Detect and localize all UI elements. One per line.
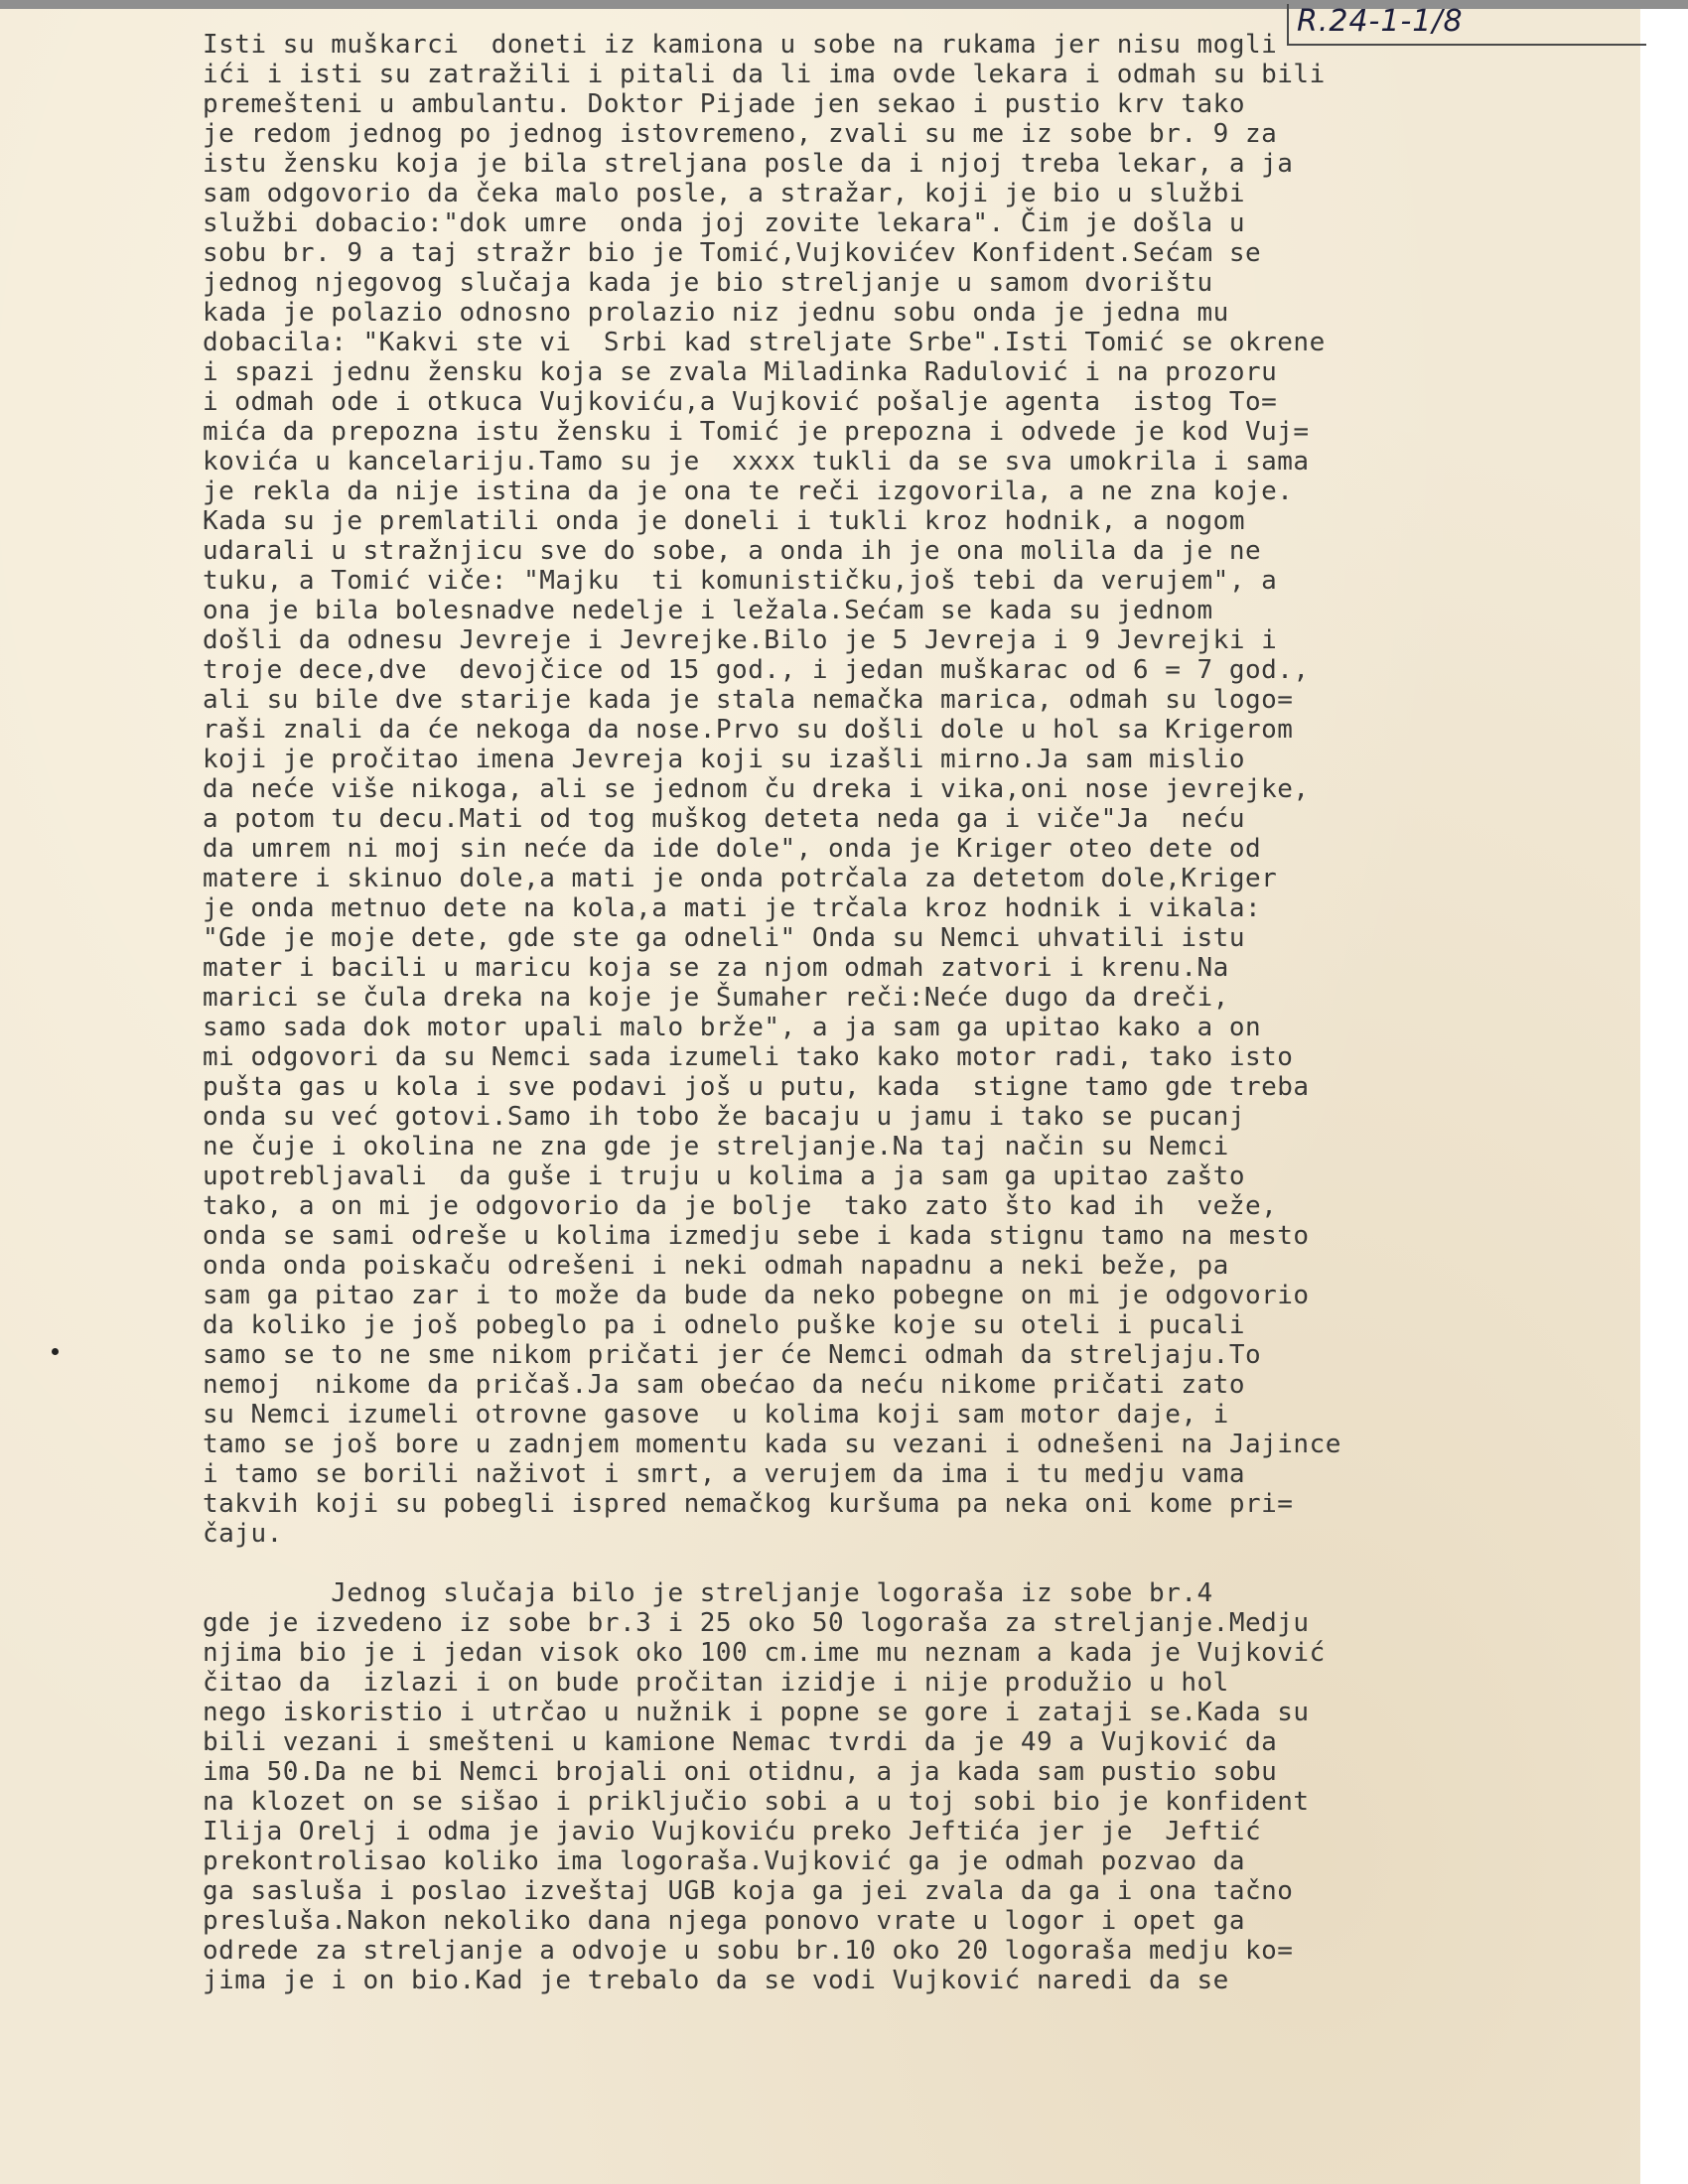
text-line: troje dece,dve devojčice od 15 god., i jedan muškarac od 6 = 7 god., (203, 655, 1310, 685)
text-line: sam odgovorio da čeka malo posle, a stražar, koji je bio u službi (203, 179, 1245, 208)
text-line: onda su već gotovi.Samo ih tobo že bacaju u jamu i tako se pucanj (203, 1102, 1245, 1132)
text-line: i tamo se borili naživot i smrt, a verujem da ima i tu medju vama (203, 1459, 1245, 1489)
text-line: i spazi jednu žensku koja se zvala Miladinka Radulović i na prozoru (203, 357, 1278, 387)
text-line: istu žensku koja je bila streljana posle da i njoj treba lekar, a ja (203, 149, 1294, 179)
text-line: ga sasluša i poslao izveštaj UGB koja ga jei zvala da ga i ona tačno (203, 1876, 1294, 1906)
text-line: da umrem ni moj sin neće da ide dole", onda je Kriger oteo dete od (203, 834, 1262, 864)
text-line: kovića u kancelariju.Tamo su je xxxx tukli da se sva umokrila i sama (203, 447, 1310, 477)
text-line: tako, a on mi je odgovorio da je bolje tako zato što kad ih veže, (203, 1191, 1278, 1221)
text-line: kada je polazio odnosno prolazio niz jednu sobu onda je jedna mu (203, 298, 1229, 328)
text-line: mi odgovori da su Nemci sada izumeli tako kako motor radi, tako isto (203, 1042, 1294, 1072)
scan-margin (1640, 0, 1688, 2184)
text-line: marici se čula dreka na koje je Šumaher reči:Neće dugo da dreči, (203, 983, 1229, 1013)
text-line: je rekla da nije istina da je ona te reči izgovorila, a ne zna koje. (203, 477, 1294, 506)
text-line: Ilija Orelj i odma je javio Vujkoviću preko Jeftića jer je Jeftić (203, 1817, 1262, 1846)
text-line: sam ga pitao zar i to može da bude da neko pobegne on mi je odgovorio (203, 1281, 1310, 1310)
text-line: koji je pročitao imena Jevreja koji su izašli mirno.Ja sam mislio (203, 745, 1245, 774)
text-line: ići i isti su zatražili i pitali da li ima ovde lekara i odmah su bili (203, 60, 1326, 89)
text-line: udarali u stražnjicu sve do sobe, a onda ih je ona molila da je ne (203, 536, 1262, 566)
text-line: su Nemci izumeli otrovne gasove u kolima koji sam motor daje, i (203, 1400, 1229, 1430)
text-line: samo se to ne sme nikom pričati jer će Nemci odmah da streljaju.To (203, 1340, 1262, 1370)
text-line: došli da odnesu Jevreje i Jevrejke.Bilo je 5 Jevreja i 9 Jevrejki i (203, 625, 1278, 655)
text-line: ona je bila bolesnadve nedelje i ležala.Sećam se kada su jednom (203, 596, 1213, 625)
text-line: odrede za streljanje a odvoje u sobu br.10 oko 20 logoraša medju ko= (203, 1936, 1294, 1966)
archive-reference-code: R.24-1-1/8 (1297, 4, 1464, 39)
text-line: matere i skinuo dole,a mati je onda potrčala za detetom dole,Kriger (203, 864, 1278, 893)
text-line: čitao da izlazi i on bude pročitan izidje i nije produžio u hol (203, 1668, 1229, 1698)
text-line: onda onda poiskaču odrešeni i neki odmah napadnu a neki beže, pa (203, 1251, 1229, 1281)
text-line: prekontrolisao koliko ima logoraša.Vujković ga je odmah pozvao da (203, 1846, 1245, 1876)
text-line: sobu br. 9 a taj stražr bio je Tomić,Vujkovićev Konfident.Sećam se (203, 238, 1262, 268)
text-line: njima bio je i jedan visok oko 100 cm.ime mu neznam a kada je Vujković (203, 1638, 1326, 1668)
text-line: presluša.Nakon nekoliko dana njega ponovo vrate u logor i opet ga (203, 1906, 1245, 1936)
text-line: je onda metnuo dete na kola,a mati je trčala kroz hodnik i vikala: (203, 893, 1262, 923)
text-line: Jednog slučaja bilo je streljanje logoraša iz sobe br.4 (203, 1578, 1213, 1608)
text-line: pušta gas u kola i sve podavi još u putu, kada stigne tamo gde treba (203, 1072, 1310, 1102)
text-line: nego iskoristio i utrčao u nužnik i popne se gore i zataji se.Kada su (203, 1698, 1310, 1727)
paragraph-2 (203, 1578, 1632, 1995)
text-line: "Gde je moje dete, gde ste ga odneli" Onda su Nemci uhvatili istu (203, 923, 1245, 953)
text-line: Kada su je premlatili onda je doneli i tukli kroz hodnik, a nogom (203, 506, 1245, 536)
paragraph-1 (203, 30, 1632, 1549)
text-line: službi dobacio:"dok umre onda joj zovite lekara". Čim je došla u (203, 208, 1245, 238)
text-line: nemoj nikome da pričaš.Ja sam obećao da neću nikome pričati zato (203, 1370, 1245, 1400)
text-line: tamo se još bore u zadnjem momentu kada su vezani i odnešeni na Jajince (203, 1430, 1341, 1459)
text-line: tuku, a Tomić viče: "Majku ti komunističku,još tebi da verujem", a (203, 566, 1278, 596)
text-line: ne čuje i okolina ne zna gde je streljanje.Na taj način su Nemci (203, 1132, 1229, 1161)
text-line: na klozet on se sišao i priključio sobi a u toj sobi bio je konfident (203, 1787, 1310, 1817)
text-line: upotrebljavali da guše i truju u kolima a ja sam ga upitao zašto (203, 1161, 1245, 1191)
paragraph-gap (203, 1549, 1632, 1578)
text-line: jima je i on bio.Kad je trebalo da se vodi Vujković naredi da se (203, 1966, 1229, 1995)
text-line: je redom jednog po jednog istovremeno, zvali su me iz sobe br. 9 za (203, 119, 1278, 149)
text-line: čaju. (203, 1519, 283, 1549)
text-line: Isti su muškarci doneti iz kamiona u sobe na rukama jer nisu mogli (203, 30, 1278, 60)
ink-spot (52, 1348, 59, 1355)
text-line: ima 50.Da ne bi Nemci brojali oni otidnu, a ja kada sam pustio sobu (203, 1757, 1278, 1787)
text-line: dobacila: "Kakvi ste vi Srbi kad streljate Srbe".Isti Tomić se okrene (203, 328, 1326, 357)
text-line: raši znali da će nekoga da nose.Prvo su došli dole u hol sa Krigerom (203, 715, 1294, 745)
text-line: bili vezani i smešteni u kamione Nemac tvrdi da je 49 a Vujković da (203, 1727, 1278, 1757)
text-line: takvih koji su pobegli ispred nemačkog kuršuma pa neka oni kome pri= (203, 1489, 1294, 1519)
text-line: premešteni u ambulantu. Doktor Pijade jen sekao i pustio krv tako (203, 89, 1245, 119)
typewritten-text (203, 30, 1632, 1995)
text-line: da neće više nikoga, ali se jednom ču dreka i vika,oni nose jevrejke, (203, 774, 1310, 804)
text-line: a potom tu decu.Mati od tog muškog deteta neda ga i viče"Ja neću (203, 804, 1245, 834)
text-line: mića da prepozna istu žensku i Tomić je prepozna i odvede je kod Vuj= (203, 417, 1310, 447)
text-line: samo sada dok motor upali malo brže", a ja sam ga upitao kako a on (203, 1013, 1262, 1042)
text-line: mater i bacili u maricu koja se za njom odmah zatvori i krenu.Na (203, 953, 1229, 983)
text-line: ali su bile dve starije kada je stala nemačka marica, odmah su logo= (203, 685, 1294, 715)
text-line: jednog njegovog slučaja kada je bio streljanje u samom dvorištu (203, 268, 1213, 298)
text-line: da koliko je još pobeglo pa i odnelo puške koje su oteli i pucali (203, 1310, 1245, 1340)
text-line: i odmah ode i otkuca Vujkoviću,a Vujković pošalje agenta istog To= (203, 387, 1278, 417)
text-line: onda se sami odreše u kolima izmedju sebe i kada stignu tamo na mesto (203, 1221, 1310, 1251)
text-line: gde je izvedeno iz sobe br.3 i 25 oko 50 logoraša za streljanje.Medju (203, 1608, 1310, 1638)
